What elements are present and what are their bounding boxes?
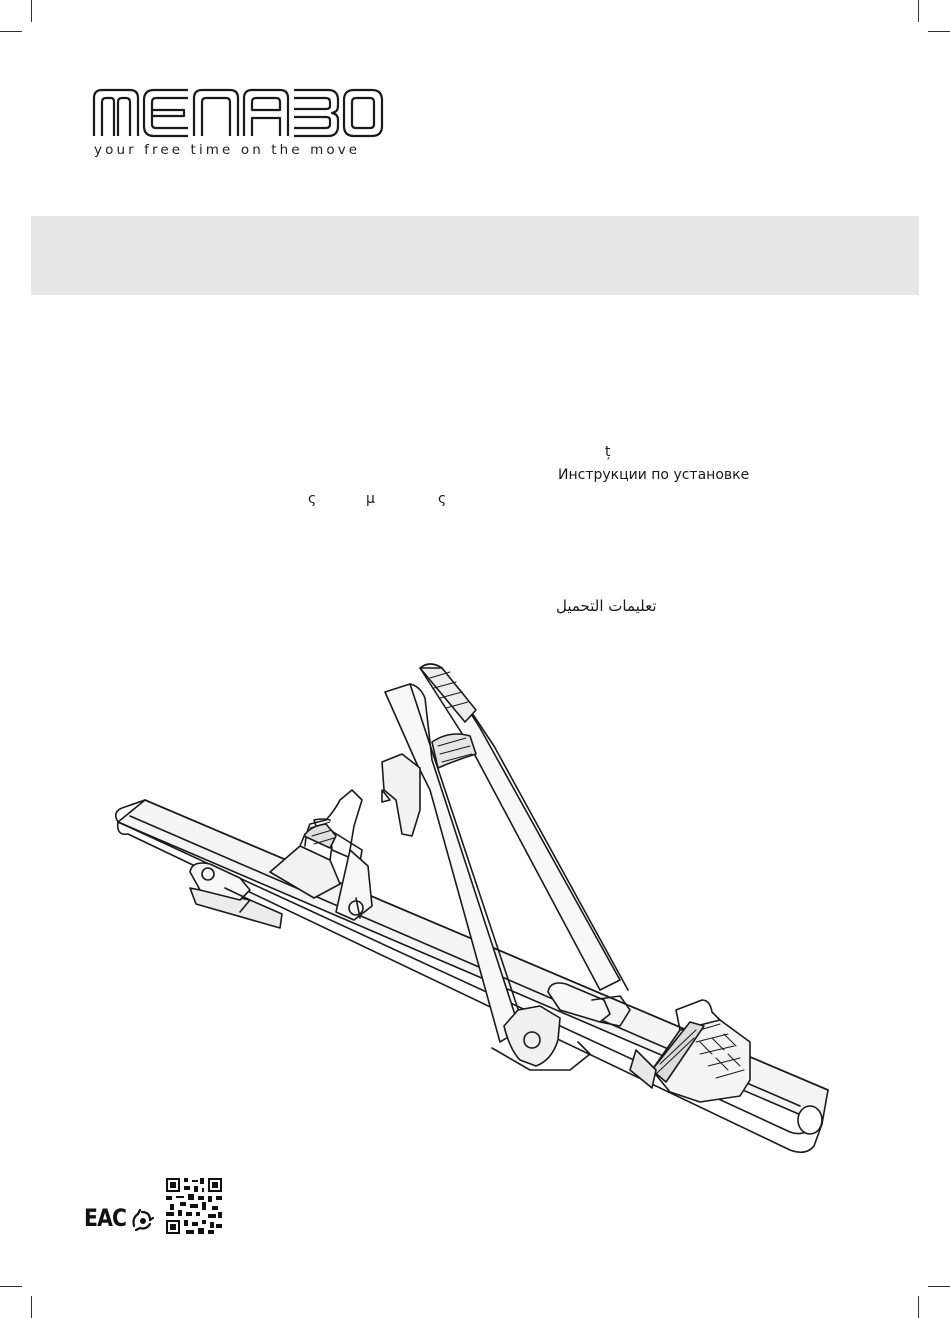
crop-mark-bottom-left-h [0,1286,22,1287]
title-band [31,216,919,295]
lang-el-glyph-3: ς [438,491,447,507]
crop-mark-top-left-v [31,0,32,22]
qr-code-icon [166,1178,222,1234]
lang-el-glyph-2: μ [366,491,375,507]
crop-mark-top-right-h [928,31,950,32]
eac-mark-icon: EAC [84,1204,127,1232]
lang-el-glyph-1: ς [308,491,317,507]
recycle-icon [128,1206,156,1234]
crop-mark-top-right-v [918,0,919,22]
lang-ru-label: Инструкции по установке [558,467,750,483]
crop-mark-top-left-h [0,31,22,32]
crop-mark-bottom-right-v [918,1296,919,1318]
certification-marks [84,1178,224,1234]
lang-ar-label: تعليمات التحميل [556,597,657,615]
brand-tagline: your free time on the move [94,142,361,158]
crop-mark-bottom-left-v [31,1296,32,1318]
crop-mark-bottom-right-h [928,1286,950,1287]
bike-carrier-illustration [100,650,850,1170]
lang-ro-glyph: ț [605,444,611,460]
